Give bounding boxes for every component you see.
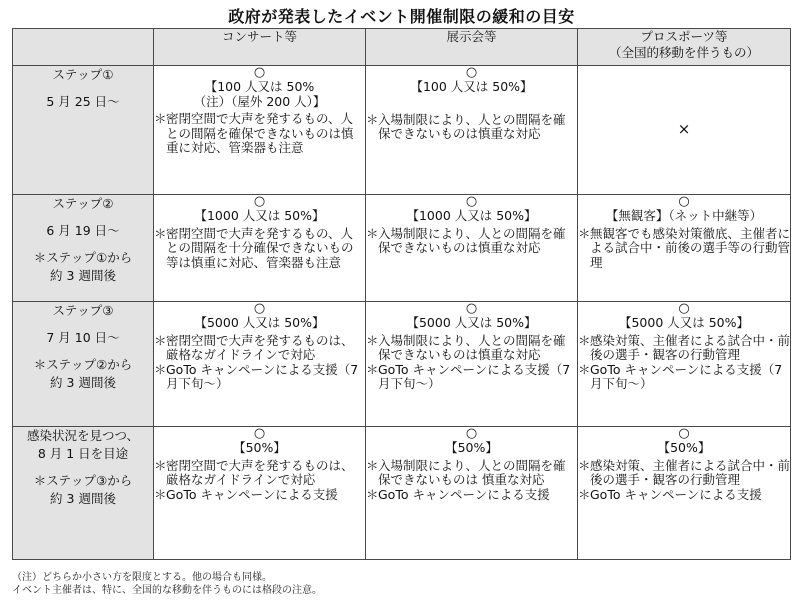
capacity-limit: 【無観客】（ネット中継等） [605,208,763,223]
capacity-limit: 【50%】 [233,440,286,455]
circle-mark: ○ [465,301,478,316]
cell-step3-concert [154,302,366,427]
note-item: ＊ 感染対策、主催者による試合中・前後の選手・観客の行動管理 [578,332,791,362]
note-item: ＊ 感染対策、主催者による試合中・前後の選手・観客の行動管理 [578,457,791,487]
note-item: ＊ 無観客でも感染対策徹底、主催者による試合中・前後の選手等の行動管理 [578,225,791,270]
row-label: ステップ① [52,67,114,82]
capacity-limit: 【1000 人又は 50%】 [406,208,537,223]
corner-cell [13,29,154,66]
circle-mark: ○ [465,194,478,209]
cell-step4-pro [578,427,791,560]
cell-step4-concert [154,427,366,560]
circle-mark: ○ [465,426,478,441]
footnote: （注）どちらか小さい方を限度とする。他の場合も同様。 [12,572,272,583]
footnote: イベント主催者は、特に、全国的な移動を伴うものには格段の注意。 [12,585,322,596]
cell-step4-exhibition [366,427,578,560]
row-label: ステップ③ [52,303,114,318]
note-item: ＊ GoTo キャンペーンによる支援 [366,486,550,502]
note-item: ＊ GoTo キャンペーンによる支援（7 月下旬〜） [366,361,571,391]
circle-mark: ○ [253,65,266,80]
note-item: ＊ GoTo キャンペーンによる支援（7 月下旬〜） [578,361,783,391]
row-date: 8 月 1 日を目途 [37,446,129,461]
header-concert: コンサート等 [154,29,366,66]
note-item: ＊ GoTo キャンペーンによる支援（7 月下旬〜） [154,361,359,391]
capacity-limit: 【50%】 [445,440,498,455]
capacity-limit: 【50%】 [657,440,711,455]
note-item: ＊ 密閉空間で大声を発するものは、厳格なガイドラインで対応 [154,332,354,362]
row-label: ステップ② [52,196,114,211]
capacity-limit: 【100 人又は 50%】 [410,79,533,94]
note-item: ＊ 入場制限により、人との間隔を確保できないものは慎重な対応 [366,332,566,362]
capacity-limit: 【5000 人又は 50%】 [194,315,325,330]
circle-mark: ○ [253,194,266,209]
header-pro-line1: プロスポーツ等 [640,29,728,44]
row-date: 6 月 19 日〜 [46,223,120,238]
table-row [13,302,791,427]
capacity-limit-sub: （注）（屋外 200 人）】 [193,93,326,109]
row-interval: ＊ステップ①から [33,250,133,265]
page-title: 政府が発表したイベント開催制限の緩和の目安 [228,7,575,26]
cell-step2-exhibition [366,195,578,302]
row-date: 5 月 25 日〜 [46,94,120,109]
note-item: ＊ 密閉空間で大声を発するもの、人との間隔を十分確保できないもの等は慎重に対応、管楽器も注意 [154,225,354,270]
row-header-step4 [13,427,154,560]
header-pro-line2: （全国的移動を伴うもの） [608,45,759,60]
table-row [13,427,791,560]
capacity-limit: 【100 人又は 50% [204,79,315,94]
row-header-step2 [13,195,154,302]
cell-step1-exhibition [366,66,578,195]
circle-mark: ○ [678,426,690,441]
cell-step2-pro [578,195,791,302]
circle-mark: ○ [253,426,266,441]
note-item: ＊ 入場制限により、人との間隔を確保できないものは 慎重な対応 [366,457,566,487]
capacity-limit: 【1000 人又は 50%】 [194,208,325,223]
cell-step1-pro [578,66,791,195]
row-interval-sub: 約 3 週間後 [50,491,116,506]
row-header-step1 [13,66,154,195]
header-exhibition: 展示会等 [366,29,578,66]
row-interval-sub: 約 3 週間後 [50,375,116,390]
row-interval: ＊ステップ②から [33,357,133,372]
note-item: ＊ 入場制限により、人との間隔を確保できないものは慎重な対応 [366,111,566,141]
cell-step2-concert [154,195,366,302]
note-item: ＊ 密閉空間で大声を発するもの、人との間隔を確保できないものは慎重に対応、管楽器も注意 [154,111,354,155]
capacity-limit: 【5000 人又は 50%】 [618,315,750,330]
circle-mark: ○ [253,301,266,316]
circle-mark: ○ [678,194,690,209]
cell-step3-pro [578,302,791,427]
row-header-step3 [13,302,154,427]
event-limit-table [12,28,791,560]
note-item: ＊ 密閉空間で大声を発するものは、厳格なガイドラインで対応 [154,457,354,487]
note-item: ＊ 入場制限により、人との間隔を確保できないものは慎重な対応 [366,225,566,255]
cell-step1-concert [154,66,366,195]
table-row [13,195,791,302]
row-interval: ＊ステップ③から [33,473,133,488]
header-row [13,29,791,66]
note-item: ＊ GoTo キャンペーンによる支援 [154,486,338,502]
cross-mark: × [677,120,691,138]
row-label: 感染状況を見つつ、 [26,428,139,443]
header-pro-sports [578,29,791,66]
circle-mark: ○ [465,65,478,80]
row-date: 7 月 10 日〜 [46,330,120,345]
table-row [13,66,791,195]
row-interval-sub: 約 3 週間後 [50,268,116,283]
cell-step3-exhibition [366,302,578,427]
capacity-limit: 【5000 人又は 50%】 [406,315,537,330]
circle-mark: ○ [678,301,690,316]
note-item: ＊ GoTo キャンペーンによる支援 [578,486,762,502]
